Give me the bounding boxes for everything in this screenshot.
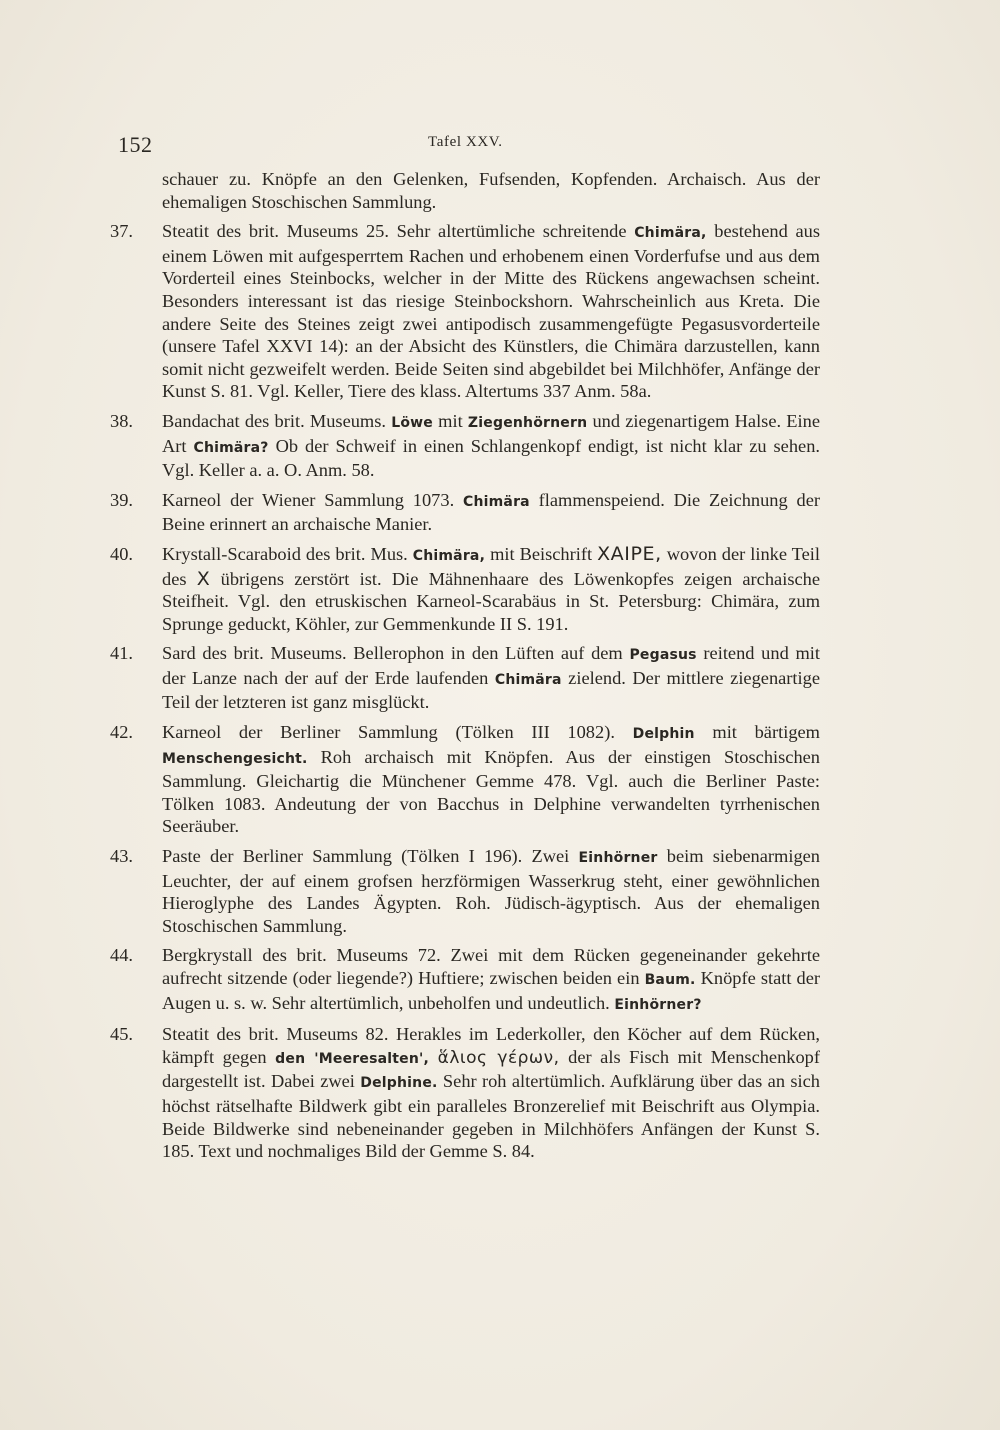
bold-term: Einhörner	[578, 850, 658, 867]
entry-text: mit Beischrift	[485, 543, 598, 564]
entry-text: Sard des brit. Museums. Bellerophon in den Lüften auf dem	[162, 643, 630, 664]
entry-text: Steatit des brit. Museums 25. Sehr altertümliche schreitende	[162, 221, 635, 242]
entry-number: 40.	[110, 543, 133, 564]
entry-text: zielend. Der mittlere ziegenartige Teil der letzteren ist ganz misglückt.	[162, 667, 821, 713]
entry-text: flammenspeiend. Die Zeichnung der Beine erinnert an archaische Manier.	[162, 489, 820, 535]
entry-number: 42.	[110, 722, 133, 743]
entry-text: Sehr roh altertümlich. Aufklärung über das an sich höchst rätselhafte Bildwerk gibt ein paralleles Bronzerelief mit Beischrift aus Olympia. Beide Bildwerke sind nebeneinander gegeben in Milchhöfers Anfängen der Kunst S. 185. Text und nochmaliges Bild der Gemme S. 84.	[162, 1071, 820, 1162]
entry-number: 41.	[110, 643, 133, 664]
entry-number: 38.	[110, 410, 133, 431]
entry-text: wovon der linke Teil des	[162, 543, 820, 589]
bold-term: Baum.	[644, 972, 696, 988]
bold-term: den 'Meeresalten',	[275, 1050, 430, 1067]
bold-term: Delphin	[632, 726, 695, 743]
bold-term: Ziegenhörnern	[467, 414, 588, 431]
bold-term: Chimära,	[412, 547, 486, 564]
catalog-entry-39	[110, 489, 820, 536]
entry-number: 39.	[110, 489, 133, 510]
entry-number: 43.	[110, 846, 133, 867]
catalog-entry-40	[110, 543, 820, 635]
entry-text: bestehend aus einem Löwen mit aufgesperrtem Rachen und erhobenem einen Vorderfufse und aus dem Vorderteil eines Steinbocks, welcher in der Mitte des Rückens angewachsen scheint. Besonders interessant ist das riesige Steinbockshorn. Wahrscheinlich aus Kreta. Die andere Seite des Steines zeigt zwei antipodisch zusammengefügte Pegasusvorderteile (unsere Tafel XXVI 14): an der Absicht des Künstlers, die Chimära darzustellen, kann somit nicht gezweifelt werden. Beide Seiten sind abgebildet bei Milchhöfer, Anfänge der Kunst S. 81. Vgl. Keller, Tiere des klass. Altertums 337 Anm. 58a.	[162, 221, 821, 402]
entry-text: mit	[432, 410, 468, 431]
entry-text: beim siebenarmigen Leuchter, der auf einem grofsen herzförmigen Wasserkrug steht, einer gewöhnlichen Hieroglyphe des Landes Ägypten. Roh. Jüdisch-ägyptisch. Aus der ehemaligen Stoschischen Sammlung.	[162, 846, 820, 936]
page-number: 152	[118, 132, 153, 157]
entry-number: 44.	[110, 945, 133, 966]
bold-term: Delphine.	[360, 1075, 438, 1092]
greek-text: ἅλιος γέρων,	[437, 1047, 560, 1068]
catalog-entry-37	[110, 220, 820, 403]
bold-term: Einhörner?	[614, 996, 702, 1013]
catalog-entry-41	[110, 642, 820, 714]
bold-term: Menschengesicht.	[162, 750, 308, 767]
running-title: Tafel XXV.	[428, 134, 503, 150]
catalog-entry-44	[110, 944, 820, 1016]
catalog-entry-38	[110, 410, 820, 482]
page-body	[110, 168, 820, 1170]
bold-term: Chimära,	[634, 225, 707, 242]
bold-term: Löwe	[391, 414, 433, 431]
inscription-letter: X	[196, 567, 211, 590]
entry-text: Knöpfe statt der Augen u. s. w. Sehr altertümlich, unbeholfen und undeutlich.	[162, 968, 820, 1013]
entry-number: 45.	[110, 1024, 133, 1045]
entry-text: Ob der Schweif in einen Schlangenkopf endigt, ist nicht klar zu sehen. Vgl. Keller a. a. O. Anm. 58.	[162, 435, 820, 481]
inscription-text: XAIPE,	[597, 542, 662, 565]
catalog-entry-43	[110, 845, 820, 937]
entry-text: Steatit des brit. Museums 82. Herakles im Lederkoller, den Köcher auf dem Rücken, kämpft gegen	[162, 1024, 820, 1067]
entry-text: und ziegenartigem Halse. Eine Art	[162, 410, 820, 456]
catalog-entry-45	[110, 1023, 820, 1163]
entry-text: Paste der Berliner Sammlung (Tölken I 196). Zwei	[162, 846, 579, 867]
bold-term: Pegasus	[629, 647, 697, 664]
entry-text: der als Fisch mit Menschenkopf dargestellt ist. Dabei zwei	[162, 1046, 820, 1092]
bold-term: Chimära?	[193, 439, 269, 456]
entry-text	[429, 1047, 438, 1067]
entry-number: 37.	[110, 221, 133, 242]
entry-text: Roh archaisch mit Knöpfen. Aus der einstigen Stoschischen Sammlung. Gleichartig die Münchener Gemme 478. Vgl. auch die Berliner Paste: Tölken 1083. Andeutung der von Bacchus in Delphine verwandelten tyrrhenischen Seeräuber.	[162, 746, 820, 837]
entry-text: mit bärtigem	[694, 722, 820, 743]
entry-text: Karneol der Wiener Sammlung 1073.	[162, 489, 463, 510]
entry-text: reitend und mit der Lanze nach der auf der Erde laufenden	[162, 643, 820, 688]
entry-text: übrigens zerstört ist. Die Mähnenhaare des Löwenkopfes zeigen archaische Steifheit. Vgl. den etruskischen Karneol-Scarabäus in St. Petersburg: Chimära, zum Sprunge geduckt, Köhler, zur Gemmenkunde II S. 191.	[162, 568, 820, 634]
bold-term: Chimära	[494, 671, 562, 688]
bold-term: Chimära	[463, 493, 530, 510]
entry-text: Krystall-Scaraboid des brit. Mus.	[162, 543, 413, 564]
entry-text: Bergkrystall des brit. Museums 72. Zwei mit dem Rücken gegeneinander gekehrte aufrecht sitzende (oder liegende?) Huftiere; zwischen beiden ein	[162, 945, 820, 988]
paragraph-text: schauer zu. Knöpfe an den Gelenken, Fufsenden, Kopfenden. Archaisch. Aus der ehemaligen Stoschischen Sammlung.	[162, 169, 820, 212]
entry-text: Bandachat des brit. Museums.	[162, 410, 392, 431]
continuation-paragraph	[110, 168, 820, 213]
page-header	[118, 132, 818, 162]
entry-text: Karneol der Berliner Sammlung (Tölken III 1082).	[162, 722, 633, 743]
catalog-entry-42	[110, 721, 820, 838]
